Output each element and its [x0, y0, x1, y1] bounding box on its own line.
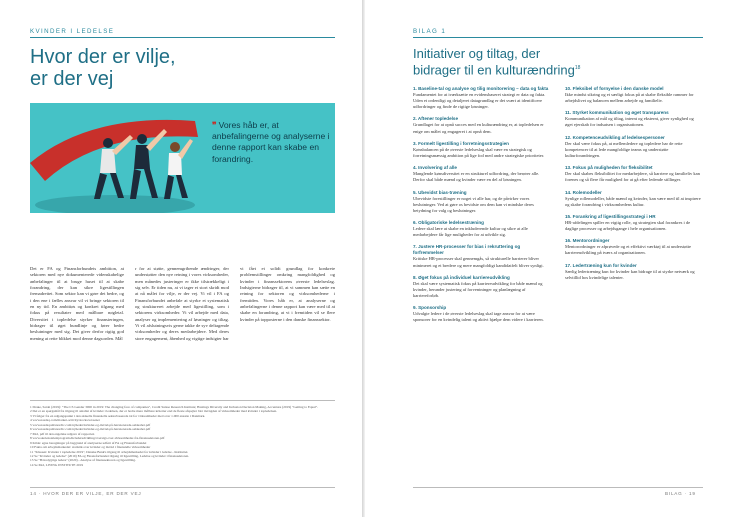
initiative-title: 17. Ledertræning kun for kvinder	[565, 262, 637, 268]
initiative-item	[413, 141, 549, 159]
initiative-body: Manglende kønsdiversitet er en strukturel udfordring, der berører alle. Derfor skal både mænd og kvinder være en del af løsningen.	[413, 171, 540, 183]
right-page	[365, 0, 729, 517]
footer-rule	[30, 487, 335, 488]
footnotes	[30, 405, 335, 467]
initiative-title: 7. Justere HR-processer for bias i rekruttering og forfremmelser	[413, 244, 521, 256]
section-label: BILAG 1	[413, 28, 447, 35]
page-title-line-2	[413, 61, 580, 77]
initiative-title: 3. Formelt ligestilling i forretningsstrategien	[413, 140, 509, 146]
body-column-1-text: Det er FA og Finansforbundets ambition, at sektoren med nye dokumenterede videnskabelige anbefalinger til at bruge huset til at skabe forandring, der kan sikre ligestillingen fremadrettet. Som sektor kan vi gøre det bedre, og i den ene i fælles ansvar vil vi bringe sektoren til en ny tid. En ambitiøs og konkret tilgang med fokus på resultater med målbare nøgletal. Diversitet i topledelse styrker finansieringen, bidrager til øget bundlinje og fører bedre beslutninger med sig. Det giver derfor rigtig god mening at rette blikket mod denne dagsorden. Mål	[30, 266, 124, 341]
page-title-line-1: Hvor der er vilje,	[30, 46, 176, 68]
initiative-title: 2. Aftener topledelse	[413, 116, 459, 122]
page-title	[413, 46, 580, 77]
footnote: 10 Fakta om arbejdsmarkedet: statistik over kvinder og mænd i finansielle virksomheder	[30, 445, 151, 450]
initiative-item	[565, 214, 701, 232]
initiative-title: 9. Sponsorship	[413, 305, 447, 311]
initiative-item	[413, 86, 549, 110]
initiative-body: HR-afdelingen spiller en vigtig rolle, og strategien skal forankres i de daglige processer og arbejdsgange i hele organisationen.	[565, 219, 691, 232]
header-rule	[413, 37, 703, 38]
initiative-body: Synlige rollemodeller, både mænd og kvinder, kan være med til at inspirere og skabe forandring i virksomhedens kultur.	[565, 195, 701, 207]
initiative-body: Fundamentet for at iværksætte en evidensbaseret strategi er data og fakta. Uden et ordentligt og detaljeret datagrundlag er det svært at identificere udfordringer og finde de rigtige løsninger.	[413, 92, 546, 110]
initiative-title: 13. Fokus på muligheden for fleksibilitet	[565, 165, 653, 171]
initiative-title: 16. Mentorordninger	[565, 238, 610, 244]
body-column-1	[30, 266, 124, 342]
footnote: 8 www.skolenstalentprogram.dk/lederudvikling/oversigt-over-virksomheder-fra-finanssektoren.pdf	[30, 436, 165, 441]
initiative-item	[413, 190, 549, 214]
quote-mark-icon: ❞	[212, 120, 217, 130]
initiative-body: Kønsbalancen på de øverste ledelseslag skal være en strategisk og forretningsmæssig ambition på lige fod med andre strategiske prioriteter.	[413, 146, 545, 158]
section-label: KVINDER I LEDELSE	[30, 28, 115, 35]
initiative-body: Der skal skabes fleksibilitet for medarbejdere, så karriere og familieliv kan forenes og så flere får mulighed for at gå efter ledende stillinger.	[565, 171, 700, 183]
initiative-item	[565, 238, 701, 256]
body-column-3-text: vi fået et solidt grundlag for konkrete problemstillinger omkring mangfoldighed og kvinder i finanssektorens øverste ledelseslag. Indsigterne bidrager til, at vi sammen kan sætte en retning for sektoren og virksomhederne i fremtiden. Vores håb er, at analyserne og anbefalingerne i denne rapport kan være med til at skabe en forandring, at vi i fremtiden vil se flere kvinder på topposterne i den danske finanssektor.	[240, 266, 335, 322]
pull-quote	[212, 120, 332, 165]
initiative-item	[413, 165, 549, 183]
initiative-item	[565, 86, 701, 104]
footnote: 7 Ibid, pdf til den engelske udgave af rapporten	[30, 431, 95, 436]
initiative-item	[413, 275, 549, 299]
footnote: 14 Se Ibid, LIVING INSTITUTE 2019	[30, 462, 84, 467]
footnote: 12 Se "Kvinder og ledelse" (2019) FA og Finansforbundet tilgang til ligestilling, Ledelse og kvinder i finanssektoren.	[30, 453, 190, 458]
footnote: 13 Se "Bæredygtige ledere" (2020) - Analyse af finanssektoren og ligestilling.	[30, 458, 136, 463]
footnote: 11 "Klassen: Kvinder i topledelse 2019", Danske Bank's tilgang til arbejdsmarkedet for kvinder i ledelse - Instituttet.	[30, 449, 189, 454]
footer-rule	[413, 487, 703, 488]
initiative-title: 11. Styrket kommunikation og øget transparens	[565, 110, 669, 116]
initiative-item	[565, 110, 701, 128]
title-footnote-ref: 18	[574, 65, 581, 71]
initiative-title: 14. Rolemodeller	[565, 189, 602, 195]
initiative-body: Særlig ledertræning kun for kvinder kan bidrage til at styrke netværk og selvtillid hos kvindelige talenter.	[565, 268, 695, 280]
footnote: 3 Vi følger fra en udgangspunkt i den aktuelle finansielle sektorbaserede tal for virksomheder med over 1.000 ansatte i Danmark.	[30, 413, 206, 418]
footnote: 6 www.nasdaqomxnordic.com/nyheder/kvinder-og-mænd-på-børsnoterede-selskaber.pdf	[30, 427, 151, 432]
initiative-title: 12. Kompetenceudvikling af ledelsespersoner	[565, 134, 665, 140]
page-title-line-1: Initiativer og tiltag, der	[413, 46, 541, 61]
initiative-title: 6. Obligatoriske ledelsestræning	[413, 220, 484, 226]
initiative-item	[565, 165, 701, 183]
initiatives-column-2	[565, 86, 701, 287]
initiative-title: 10. Fleksibel of fornyelse i den danske model	[565, 86, 664, 91]
initiative-body: Ikke mindst sikring og et særligt fokus på at skabe fleksible rammer for arbejdslivet og balancen mellem arbejde og familieliv.	[565, 92, 694, 104]
initiative-title: 1. Baseline-tal og analyse og tilig monitorering – data og fakta	[413, 86, 549, 91]
initiative-item	[413, 116, 549, 134]
footnote-rule	[30, 400, 335, 401]
header-rule	[30, 37, 335, 38]
initiative-item	[413, 305, 549, 323]
initiative-item	[565, 190, 701, 208]
initiative-title: 8. Øget fokus på individuel karriereudvikling	[413, 274, 510, 280]
footnote: 5 www.nasdaqomxnordic.com/nyheder/kvinder-og-mænd-på-børsnoterede-selskaber.pdf	[30, 422, 151, 427]
initiative-body: Ubevidste forestillinger er noget vi alle har, og de påvirker vores beslutninger. Ved at gøre os bevidste om dem kan vi mindske deres betydning for valg og beslutninger.	[413, 195, 534, 213]
left-page	[0, 0, 364, 517]
initiative-title: 4. Involvering af alle	[413, 165, 457, 171]
body-column-2	[135, 266, 229, 342]
initiative-title: 5. Ubevidst bias-træning	[413, 189, 467, 195]
initiative-title: 15. Forankring af ligestillingsstrategi i HR	[565, 213, 656, 219]
footnote: 4 www.nasdaq.com/market-activity/stocks/screener	[30, 418, 100, 423]
initiative-body: Det skal være systematisk fokus på karriereudvikling for både mænd og kvinder, herunder justering af forventninger og planlægning af karriereforløb.	[413, 280, 543, 298]
footnote: 2 Det er en spørgsmål fra tilgang til antallet af kvinder i ledelsen, der er bedre mere målbare kriterier end de fleste afspejler blot mængden af virksomheder med kvinder i topledelsen.	[30, 409, 277, 414]
page-title	[30, 46, 176, 90]
initiative-body: Udvalgte ledere i de øverste ledelseslag skal tage ansvar for at være sponsorer for en kvindelig talent og aktivt hjælpe dem videre i karrieren.	[413, 311, 544, 323]
initiative-item	[565, 135, 701, 159]
initiative-body: Mentorordninger er afprøvede og et effektivt værktøj til at understøtte karriereudvikling på tværs af organisationen.	[565, 244, 692, 256]
initiatives-column-1	[413, 86, 549, 330]
initiative-body: Kritiske HR-processer skal gennemgås, så strukturelle barrierer bliver minimeret og et bredere og mere mangfoldigt kandidatfelt bliver synligt.	[413, 256, 544, 268]
page-footer: BILAG · 19	[665, 491, 696, 496]
initiative-body: Kommunikation af mål og tiltag, internt og eksternt, giver synlighed og øget ejerskab for indsatsen i organisationen.	[565, 116, 694, 128]
page-title-line-2-text: bidrager til en kulturændring	[413, 62, 575, 78]
body-column-3	[240, 266, 335, 323]
footnote: 1 Drake, Sarah (2019): "The CS Gender 3000 in 2019: The changing face of companies", Credit Suisse Research Institute; Hastings Diversity and Inclusion Decision Making, Accenture (2019) "Getting to Equal".	[30, 405, 319, 409]
pull-quote-text: Vores håb er, at anbefalingerne og analyserne i denne rapport kan skabe en forandring.	[212, 120, 330, 164]
initiative-body: Grundlaget for at opnå succes med en kulturændring er, at topledelsen er enige om målet og engageret i at opnå dem.	[413, 122, 544, 134]
page-footer: 14 · HVOR DER ER VILJE, ER DER VEJ	[30, 491, 142, 496]
initiative-body: Der skal være fokus på, at mellemledere og topledere har de rette kompetencer til at lede mangfoldige teams og understøtte kulturforandringen.	[565, 140, 683, 158]
initiative-item	[413, 220, 549, 238]
body-column-2-text: r for at støtte, gennemgribende ændringer, der understøtter den nye retning i vores virksomheder, men månedes justeringer er ikke tilstrækkeligt i sig selv. Er tiden nu, at vi tager et stort skridt mod at nå målet for vilje, er der vej. Vi vil i FA og Finansforbundet anbefale at styrke et systematisk og struktureret arbejde med ligestilling, som i sektorens virksomheder. Vi vil arbejde med data, analyser og implementering af løsninger og tiltag. Vi vil afslutningsvis gerne takke de syv deltagende virksomheder og deres medarbejdere. Med deres store engagement, åbenhed og vigtige indsigter har	[135, 266, 229, 341]
initiative-body: Ledere skal lære at skabe en inkluderende kultur og sikre at alle medarbejdere får lige muligheder for at udvikle sig.	[413, 226, 528, 238]
footnote: 9 Kilde: egne beregninger på baggrund af analyserne udført af FA og Finansforbundet	[30, 440, 147, 445]
initiative-item	[565, 263, 701, 281]
initiative-item	[413, 244, 549, 268]
page-title-line-2: er der vej	[30, 68, 114, 90]
